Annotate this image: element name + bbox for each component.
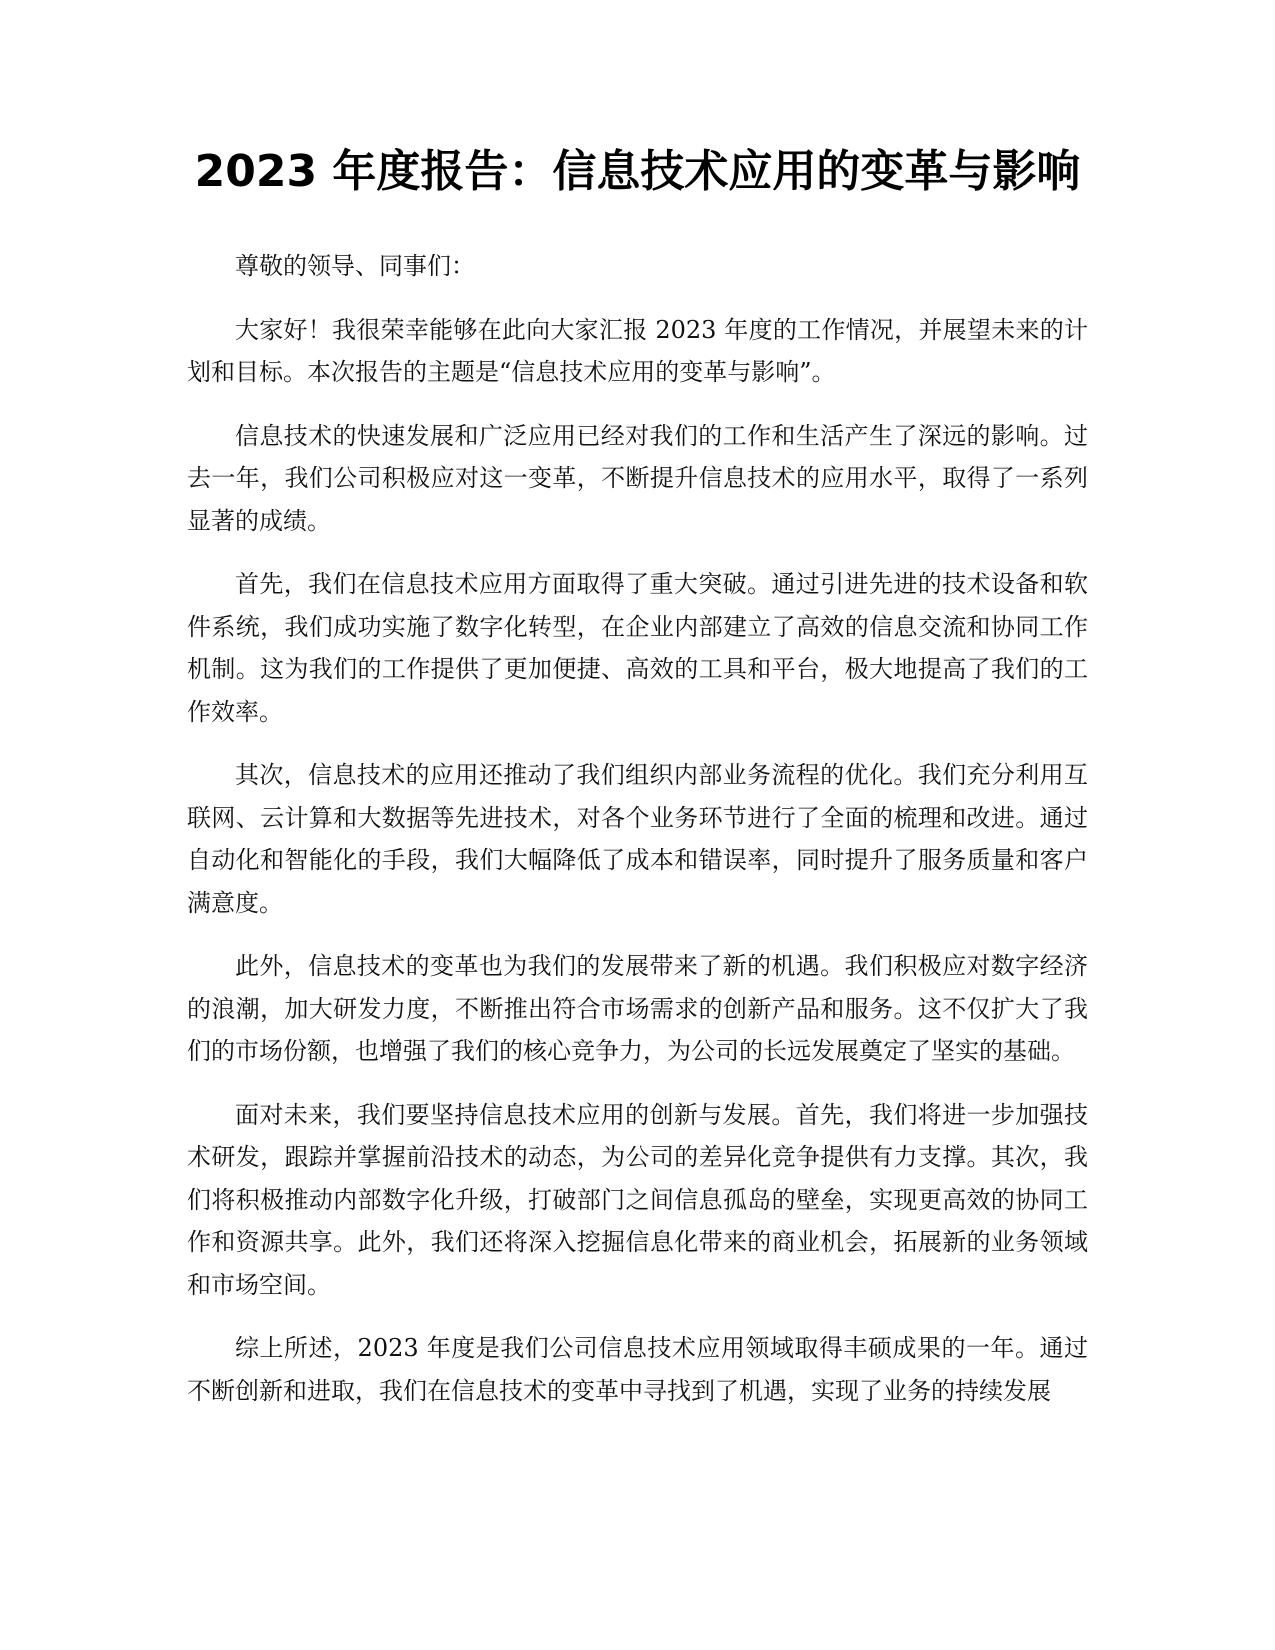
paragraph-breakthrough: 首先，我们在信息技术应用方面取得了重大突破。通过引进先进的技术设备和软件系统，我们成功实施了数字化转型，在企业内部建立了高效的信息交流和协同工作机制。这为我们的工作提供了更加便捷、高效的工具和平台，极大地提高了我们的工作效率。 <box>187 570 1088 726</box>
paragraph-future-plans: 面对未来，我们要坚持信息技术应用的创新与发展。首先，我们将进一步加强技术研发，跟踪并掌握前沿技术的动态，为公司的差异化竞争提供有力支撑。其次，我们将积极推动内部数字化升级，打破部门之间信息孤岛的壁垒，实现更高效的协同工作和资源共享。此外，我们还将深入挖掘信息化带来的商业机会，拓展新的业务领域和市场空间。 <box>187 1100 1088 1299</box>
paragraph-summary: 综上所述，2023 年度是我们公司信息技术应用领域取得丰硕成果的一年。通过不断创新和进取，我们在信息技术的变革中寻找到了机遇，实现了业务的持续发展 <box>187 1334 1088 1405</box>
document-title: 2023 年度报告：信息技术应用的变革与影响 <box>194 146 1081 197</box>
paragraph-background: 信息技术的快速发展和广泛应用已经对我们的工作和生活产生了深远的影响。过去一年，我们公司积极应对这一变革，不断提升信息技术的应用水平，取得了一系列显著的成绩。 <box>187 421 1088 535</box>
paragraph-opportunities: 此外，信息技术的变革也为我们的发展带来了新的机遇。我们积极应对数字经济的浪潮，加大研发力度，不断推出符合市场需求的创新产品和服务。这不仅扩大了我们的市场份额，也增强了我们的核心竞争力，为公司的长远发展奠定了坚实的基础。 <box>187 952 1088 1065</box>
paragraph-greeting: 大家好！我很荣幸能够在此向大家汇报 2023 年度的工作情况，并展望未来的计划和目标。本次报告的主题是“信息技术应用的变革与影响”。 <box>187 315 1088 386</box>
document-body <box>187 245 1088 1433</box>
paragraph-process-optimization: 其次，信息技术的应用还推动了我们组织内部业务流程的优化。我们充分利用互联网、云计算和大数据等先进技术，对各个业务环节进行了全面的梳理和改进。通过自动化和智能化的手段，我们大幅降低了成本和错误率，同时提升了服务质量和客户满意度。 <box>187 761 1088 917</box>
paragraph-salutation: 尊敬的领导、同事们： <box>235 252 475 280</box>
